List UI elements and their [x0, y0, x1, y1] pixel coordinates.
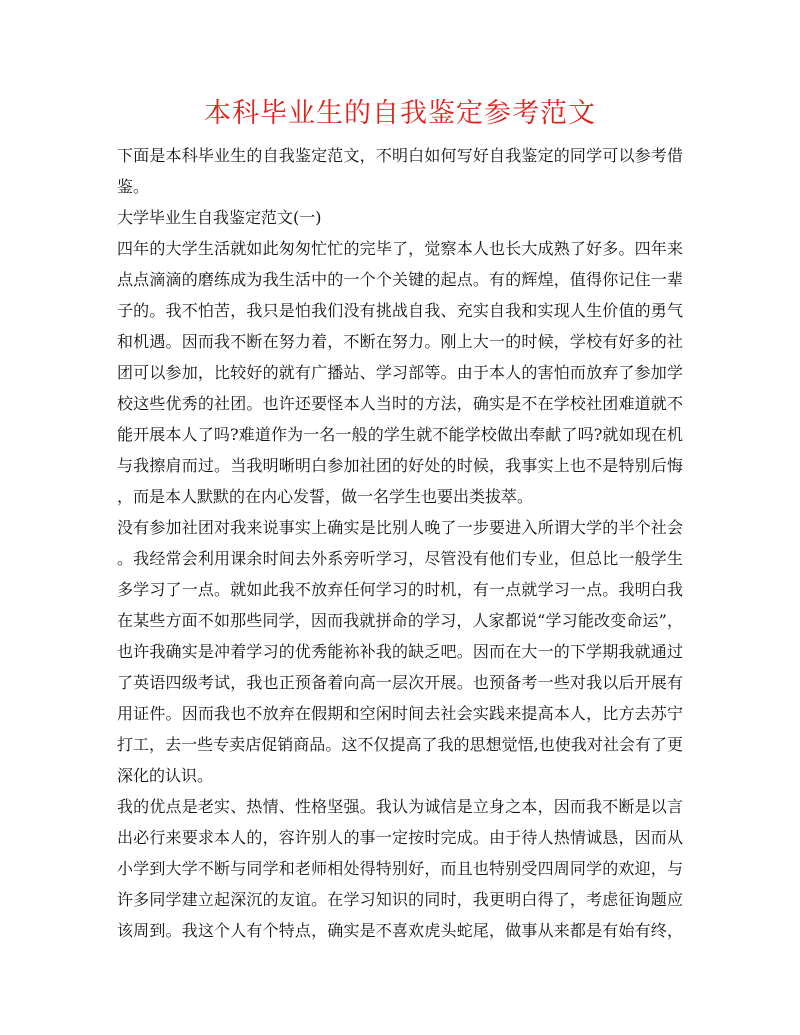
text-line: 鉴。 [117, 177, 150, 196]
text-line: 没有参加社团对我来说事实上确实是比别人晚了一步要进入所谓大学的半个社会 [117, 518, 683, 537]
text-line: ，而是本人默默的在内心发誓，做一名学生也要出类拔萃。 [117, 487, 534, 506]
text-line: 与我擦肩而过。当我明晰明白参加社团的好处的时候，我事实上也不是特别后悔 [117, 456, 683, 475]
text-line: 。我经常会利用课余时间去外系旁听学习，尽管没有他们专业，但总比一般学生 [117, 549, 683, 568]
text-line: 团可以参加，比较好的就有广播站、学习部等。由于本人的害怕而放弃了参加学 [117, 363, 683, 382]
document-body [117, 140, 683, 946]
text-line: 四年的大学生活就如此匆匆忙忙的完毕了，觉察本人也长大成熟了好多。四年来 [117, 239, 683, 258]
text-line: 许多同学建立起深沉的友谊。在学习知识的同时，我更明白得了，考虑征询题应 [117, 890, 683, 909]
text-line: 在某些方面不如那些同学，因而我就拼命的学习，人家都说“学习能改变命运”， [117, 611, 683, 630]
text-line: 用证件。因而我也不放弃在假期和空闲时间去社会实践来提高本人，比方去苏宁 [117, 704, 683, 723]
text-line: 该周到。我这个人有个特点，确实是不喜欢虎头蛇尾，做事从来都是有始有终， [117, 921, 683, 940]
text-line: 也许我确实是冲着学习的优秀能袮补我的缺乏吧。因而在大一的下学期我就通过 [117, 642, 683, 661]
text-line: 下面是本科毕业生的自我鉴定范文，不明白如何写好自我鉴定的同学可以参考借 [117, 146, 683, 165]
text-line: 深化的认识。 [117, 766, 214, 785]
text-line: 大学毕业生自我鉴定范文(一) [117, 208, 322, 227]
text-line: 小学到大学不断与同学和老师相处得特别好，而且也特别受四周同学的欢迎，与 [117, 859, 683, 878]
text-line: 了英语四级考试，我也正预备着向高一层次开展。也预备考一些对我以后开展有 [117, 673, 683, 692]
text-line: 我的优点是老实、热情、性格坚强。我认为诚信是立身之本，因而我不断是以言 [117, 797, 683, 816]
text-line: 打工，去一些专卖店促销商品。这不仅提高了我的思想觉悟,也使我对社会有了更 [117, 735, 683, 754]
text-line: 能开展本人了吗?难道作为一名一般的学生就不能学校做出奉献了吗?就如现在机 [117, 425, 683, 444]
text-line: 校这些优秀的社团。也许还要怪本人当时的方法，确实是不在学校社团难道就不 [117, 394, 683, 413]
text-line: 多学习了一点。就如此我不放弃任何学习的时机，有一点就学习一点。我明白我 [117, 580, 683, 599]
text-line: 出必行来要求本人的，容许别人的事一定按时完成。由于待人热情诚恳，因而从 [117, 828, 683, 847]
text-line: 子的。我不怕苦，我只是怕我们没有挑战自我、充实自我和实现人生价值的勇气 [117, 301, 683, 320]
text-line: 和机遇。因而我不断在努力着，不断在努力。刚上大一的时候，学校有好多的社 [117, 332, 683, 351]
document-title: 本科毕业生的自我鉴定参考范文 [204, 98, 596, 129]
text-line: 点点滴滴的磨练成为我生活中的一个个关键的起点。有的辉煌，值得你记住一辈 [117, 270, 683, 289]
